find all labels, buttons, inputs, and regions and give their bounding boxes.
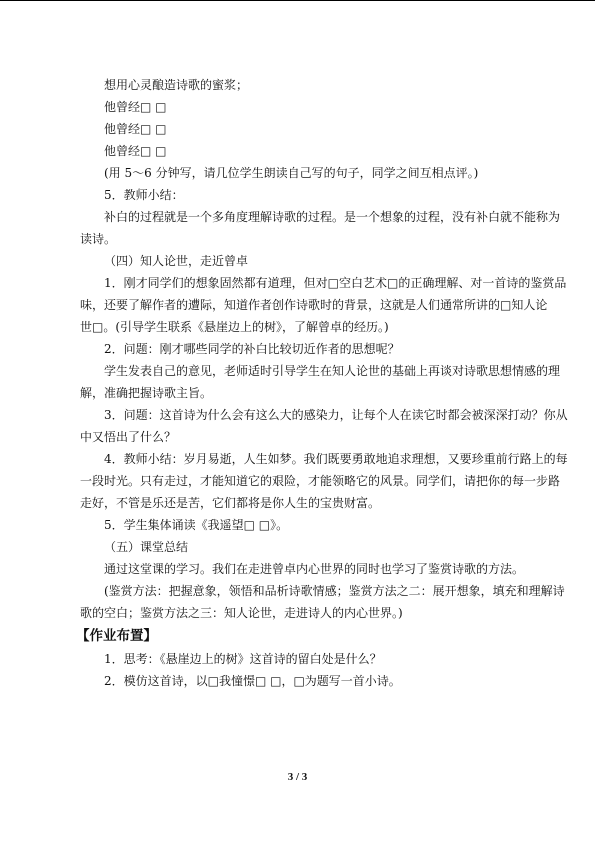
paragraph-line: 5．教师小结： xyxy=(104,188,184,202)
homework-item: 2．模仿这首诗，以□我憧憬□ □，□为题写一首小诗。 xyxy=(104,674,401,688)
paragraph-line: 1．刚才同学们的想象固然都有道理，但对□空白艺术□的正确理解、对一首诗的鉴赏品 xyxy=(104,276,567,290)
paragraph-line: 2．问题：刚才哪些同学的补白比较切近作者的思想呢？ xyxy=(104,342,400,356)
document-body xyxy=(76,74,568,692)
paragraph-line: 读诗。 xyxy=(80,232,117,246)
page-number: 3 / 3 xyxy=(287,771,308,783)
paragraph-line: 3．问题：这首诗为什么会有这么大的感染力，让每个人在读它时都会被深深打动？你从 xyxy=(104,408,568,422)
paragraph-line: (鉴赏方法：把握意象，领悟和品析诗歌情感；鉴赏方法之二：展开想象，填充和理解诗 xyxy=(104,584,565,598)
paragraph-line: 他曾经□ □ xyxy=(104,144,167,158)
paragraph-line: 歌的空白；鉴赏方法之三：知人论世，走进诗人的内心世界。) xyxy=(80,606,403,620)
paragraph-line: 想用心灵酿造诗歌的蜜浆； xyxy=(104,78,249,92)
paragraph-line: 一段时光。只有走过，才能知道它的艰险，才能领略它的风景。同学们，请把你的每一步路 xyxy=(80,474,561,488)
paragraph-line: 中又悟出了什么？ xyxy=(80,430,177,444)
paragraph-line: 解，准确把握诗歌主旨。 xyxy=(80,386,213,400)
paragraph-line: 通过这堂课的学习。我们在走进曾卓内心世界的同时也学习了鉴赏诗歌的方法。 xyxy=(104,562,525,576)
paragraph-line: (用 5～6 分钟写，请几位学生朗读自己写的句子，同学之间互相点评。) xyxy=(104,166,479,180)
header-rule xyxy=(0,0,595,1)
homework-item: 1．思考：《悬崖边上的树》这首诗的留白处是什么？ xyxy=(104,652,382,666)
paragraph-line: 5．学生集体诵读《我遥望□ □》。 xyxy=(104,518,289,532)
paragraph-line: 学生发表自己的意见，老师适时引导学生在知人论世的基础上再谈对诗歌思想情感的理 xyxy=(104,364,561,378)
section-heading-five: （五）课堂总结 xyxy=(104,540,189,554)
section-heading-four: （四）知人论世，走近曾卓 xyxy=(104,254,249,268)
paragraph-line: 4．教师小结：岁月易逝，人生如梦。我们既要勇敢地追求理想，又要珍重前行路上的每 xyxy=(104,452,568,466)
homework-heading: 【作业布置】 xyxy=(76,628,157,644)
paragraph-line: 世□。(引导学生联系《悬崖边上的树》，了解曾卓的经历。) xyxy=(80,320,389,334)
paragraph-line: 走好，不管是乐还是苦，它们都将是你人生的宝贵财富。 xyxy=(80,496,381,510)
paragraph-line: 补白的过程就是一个多角度理解诗歌的过程。是一个想象的过程，没有补白就不能称为 xyxy=(104,210,561,224)
paragraph-line: 他曾经□ □ xyxy=(104,122,167,136)
paragraph-line: 他曾经□ □ xyxy=(104,100,167,114)
paragraph-line: 味，还要了解作者的遭际，知道作者创作诗歌时的背景，这就是人们通常所讲的□知人论 xyxy=(80,298,548,312)
